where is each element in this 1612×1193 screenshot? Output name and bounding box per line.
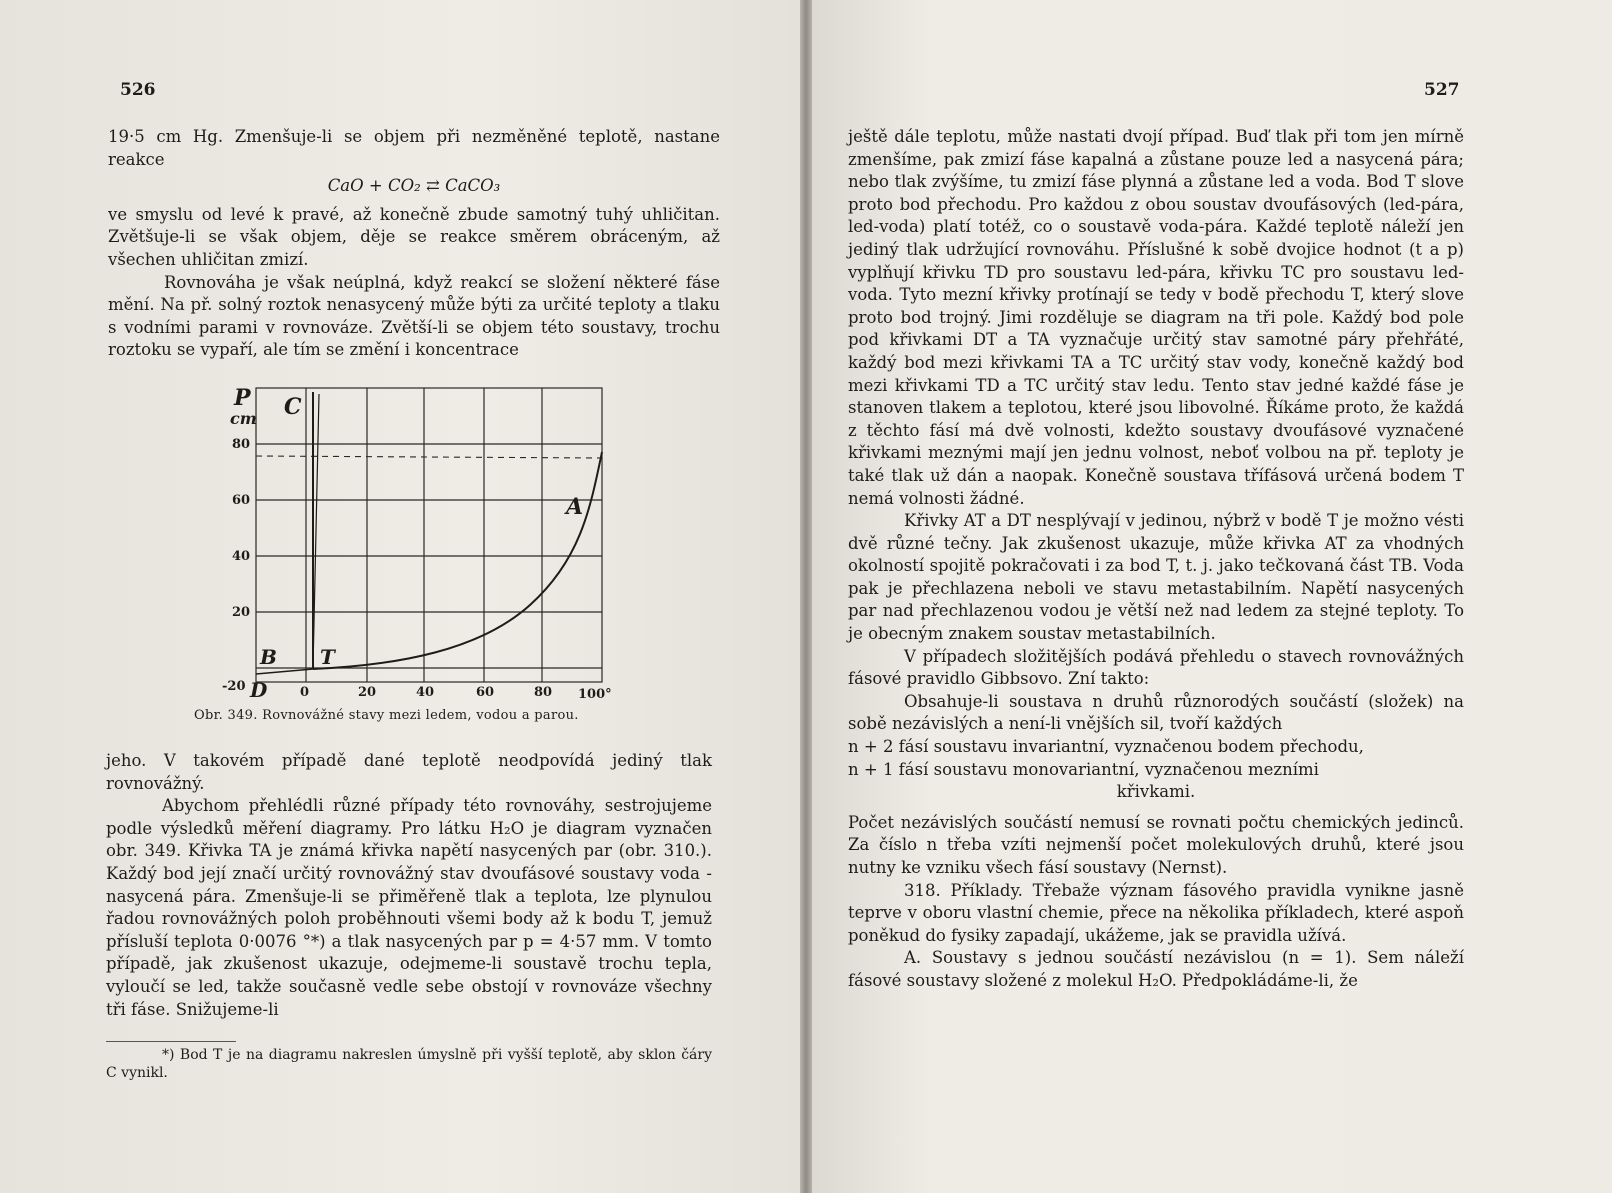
book-gutter (800, 0, 812, 1193)
figure-caption: Obr. 349. Rovnovážné stavy mezi ledem, vodou a parou. (194, 708, 579, 723)
curve-label-c: C (284, 394, 302, 420)
paragraph: Abychom přehlédli různé případy této rovnováhy, sestrojujeme podle výsledků měření diagramy. Pro látku H₂O je diagram vyznačen obr. 349. Křivka TA je známá křivka napětí nasycených par (obr. 310.). Každý bod její značí určitý rovnovážný stav dvoufásové soustavy voda - nasycená pára. Zmenšuje-li se přiměřeně tlak a teplota, lze plynulou řadou rovnovážných poloh proběhnouti všemi body až k bodu T, jemuž přísluší teplota 0·0076 °*) a tlak nasycených par p = 4·57 mm. V tomto případě, jak zkušenost ukazuje, odejmeme-li soustavě trochu tepla, vyloučí se led, takže současně vedle sebe obstojí v rovnováze všechny tři fáse. Snižujeme-li (106, 796, 712, 1019)
y-tick: -20 (222, 679, 246, 694)
y-tick: 20 (232, 605, 251, 620)
diagram-grid (256, 388, 602, 682)
left-text-bottom (106, 750, 712, 1082)
paragraph: V případech složitějších podává přehledu o stavech rovnovážných fásové pravidlo Gibbsovo. Zní takto: (848, 646, 1464, 689)
reaction-formula: CaO + CO₂ ⇄ CaCO₃ (327, 176, 501, 196)
curve-label-t: T (320, 645, 335, 669)
paragraph: 19·5 cm Hg. Zmenšuje-li se objem při nezměněné teplotě, nastane reakce (108, 127, 720, 169)
section-318: 318. Příklady. Třebaže význam fásového pravidla vynikne jasně teprve v oboru vlastní chemie, přece na několika příkladech, které aspoň poněkud do fysiky zapadají, ukážeme, jak se pravidla užívá. (848, 880, 1464, 945)
x-tick: 0 (300, 685, 310, 700)
footnote-separator (106, 1041, 236, 1042)
rule-line: křivkami. (1116, 782, 1196, 802)
x-tick: 20 (358, 685, 377, 700)
curve-label-d: D (250, 678, 268, 700)
y-axis-unit: cm (230, 409, 257, 428)
right-page (812, 0, 1612, 1193)
curve-td (256, 669, 313, 674)
rule-line: n + 2 fásí soustavu invariantní, vyznačenou bodem přechodu, (848, 737, 1364, 757)
right-text (848, 126, 1464, 993)
x-tick: 40 (416, 685, 435, 700)
phase-diagram-svg (220, 380, 620, 700)
left-page (0, 0, 800, 1193)
rule-line: n + 1 fásí soustavu monovariantní, vyznačenou mezními (848, 759, 1319, 779)
paragraph: jeho. V takovém případě dané teplotě neodpovídá jediný tlak rovnovážný. (106, 751, 712, 793)
y-tick: 60 (232, 493, 251, 508)
paragraph: Křivky AT a DT nesplývají v jedinou, nýbrž v bodě T je možno vésti dvě různé tečny. Jak zkušenost ukazuje, může křivka AT za vhodných okolností spojitě pokračovati i za bod T, t. j. jako tečkovaná část TB. Voda pak je přechlazena neboli ve stavu metastabilním. Napětí nasycených par nad přechlazenou vodou je větší než nad ledem za stejné teploty. To je obecným znakem soustav metastabilních. (848, 511, 1464, 644)
paragraph: Obsahuje-li soustava n druhů různorodých součástí (složek) na sobě nezávislých a není-li vnějších sil, tvoří každých (848, 691, 1464, 734)
paragraph: ještě dále teplotu, může nastati dvojí případ. Buď tlak při tom jen mírně zmenšíme, pak zmizí fáse kapalná a zůstane pouze led a nasycená pára; nebo tlak zvýšíme, tu zmizí fáse plynná a zůstane led a voda. Bod T slove proto bod přechodu. Pro každou z obou soustav dvoufásových (led-pára, led-voda) platí totéž, co o soustavě voda-pára. Každé teplotě náleží jen jediný tlak udržující rovnováhu. Příslušné k sobě dvojice hodnot (t a p) vyplňují křivku TD pro soustavu led-pára, křivku TC pro soustavu led-voda. Tyto mezní křivky protínají se tedy v bodě přechodu T, který slove proto bod trojný. Jimi rozděluje se diagram na tři pole. Každý bod pole pod křivkami DT a TA vyznačuje určitý stav samotné páry přehřáté, každý bod mezi křivkami TA a TC určitý stav vody, konečně každý bod mezi křivkami TD a TC určitý stav ledu. Tento stav jedné každé fáse je stanoven tlakem a teplotou, které jsou libovolné. Říkáme proto, že každá z těchto fásí má dvě volnosti, kdežto soustavy dvoufásové vyznačené křivkami meznými mají jen jednu volnost, neboť volbou na př. teploty je také tlak už dán a naopak. Konečně soustava třífásová určená bodem T nemá volnosti žádné. (848, 127, 1464, 508)
dashed-critical-line (256, 456, 602, 458)
curve-ta (313, 452, 602, 669)
paragraph: Počet nezávislých součástí nemusí se rovnati počtu chemických jedinců. Za číslo n třeba vzíti nejmenší počet molekulových druhů, které jsou nutny ke vzniku všech fásí soustavy (Nernst). (848, 812, 1464, 877)
paragraph: A. Soustavy s jednou součástí nezávislou (n = 1). Sem náleží fásové soustavy složené z molekul H₂O. Předpokládáme-li, že (848, 948, 1464, 990)
page-number-left: 526 (120, 80, 156, 100)
paragraph: Rovnováha je však neúplná, když reakcí se složení některé fáse mění. Na př. solný roztok nenasycený může býti za určité teploty a tlaku s vodními parami v rovnováze. Zvětší-li se objem této soustavy, trochu roztoku se vypaří, ale tím se změní i koncentrace (108, 272, 720, 360)
curve-label-b: B (260, 645, 277, 669)
y-tick: 80 (232, 437, 251, 452)
x-tick: 80 (534, 685, 553, 700)
y-tick: 40 (232, 549, 251, 564)
left-text-top (108, 126, 720, 362)
page-number-right: 527 (1424, 80, 1460, 100)
y-axis-title: P (234, 385, 251, 411)
x-tick: 100° (578, 687, 612, 700)
curve-label-a: A (566, 494, 584, 520)
paragraph: ve smyslu od levé k pravé, až konečně zbude samotný tuhý uhličitan. Zvětšuje-li se však objem, děje se reakce směrem obráceným, až všechen uhličitan zmizí. (108, 204, 720, 269)
footnote: *) Bod T je na diagramu nakreslen úmyslně při vyšší teplotě, aby sklon čáry C vynikl. (106, 1047, 712, 1082)
x-tick: 60 (476, 685, 495, 700)
phase-diagram (220, 380, 620, 700)
